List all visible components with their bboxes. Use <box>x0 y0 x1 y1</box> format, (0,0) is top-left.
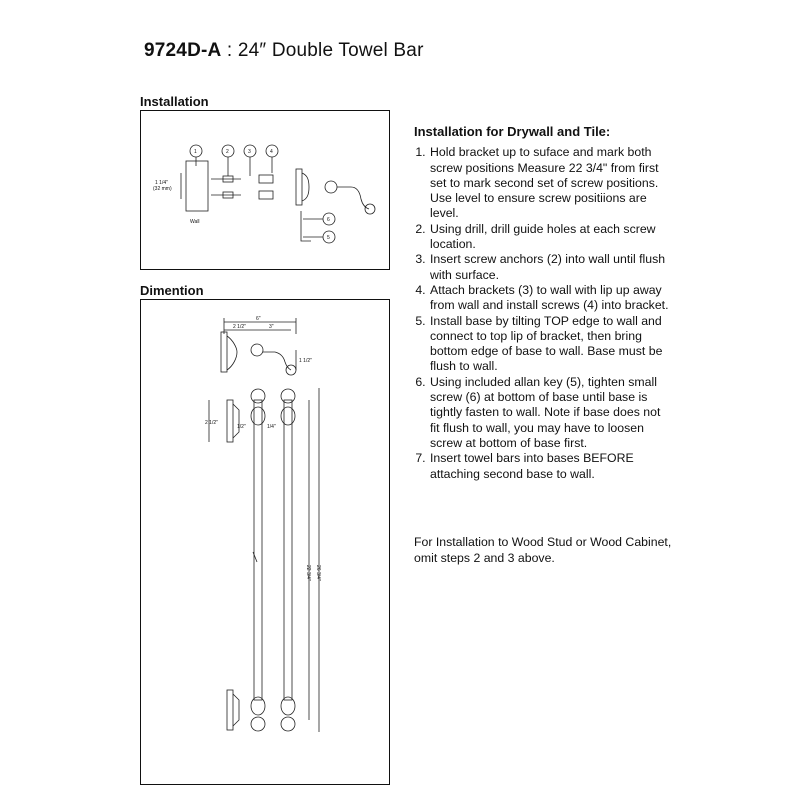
dim-length-inner: 22 3/4" <box>305 565 311 581</box>
dim-label-2: (32 mm) <box>153 186 172 192</box>
instruction-step: 7. Insert towel bars into bases BEFORE attaching second base to wall. <box>429 451 669 482</box>
title-separator: : <box>226 40 233 61</box>
instruction-step: 1. Hold bracket up to suface and mark both screw positions Measure 22 3/4" from first set to mark second set of screw positions. Use level to ensure screw positiions are level. <box>429 145 669 221</box>
dim-quarter: 1/4" <box>267 424 276 430</box>
installation-diagram-box <box>140 110 390 270</box>
callout-5: 5 <box>327 235 330 241</box>
instruction-step: 3. Insert screw anchors (2) into wall until flush with surface. <box>429 252 669 283</box>
product-name: 24″ Double Towel Bar <box>237 40 424 61</box>
callout-1: 1 <box>194 149 197 155</box>
wood-stud-note: For Installation to Wood Stud or Wood Cabinet, omit steps 2 and 3 above. <box>414 535 672 565</box>
callout-2: 2 <box>226 149 229 155</box>
instruction-step: 4. Attach brackets (3) to wall with lip up away from wall and install screws (4) into bracket. <box>429 283 669 314</box>
wall-label: Wall <box>190 219 200 225</box>
instruction-step: 6. Using included allan key (5), tighten small screw (6) at bottom of base until base is tightly fasten to wall. Note if base does not fit flush to wall, you may have to loosen screw at bottom of base first. <box>429 375 669 451</box>
callout-6: 6 <box>327 217 330 223</box>
dim-label-1: 1 1/4" <box>155 180 168 186</box>
instruction-step: 5. Install base by tilting TOP edge to wall and connect to top lip of bracket, then bring bottom edge of base to wall. Base must be flush to wall. <box>429 314 669 375</box>
instructions-heading: Installation for Drywall and Tile: <box>414 124 611 139</box>
dim-side-2-1-2: 2 1/2" <box>205 420 218 426</box>
callout-3: 3 <box>248 149 251 155</box>
dim-half: 1/2" <box>237 424 246 430</box>
dimension-label: Dimention <box>140 283 204 298</box>
instructions-panel <box>414 124 669 482</box>
callout-4: 4 <box>270 149 273 155</box>
page-title <box>144 40 424 62</box>
dim-top-width: 6" <box>256 316 261 322</box>
installation-label: Installation <box>140 94 209 109</box>
instructions-list <box>414 145 669 482</box>
dim-top-1-1-2: 1 1/2" <box>299 358 312 364</box>
dimension-diagram-box <box>140 299 390 785</box>
dim-length-outer: 26 3/4" <box>315 565 321 581</box>
instruction-step: 2. Using drill, drill guide holes at each screw location. <box>429 222 669 253</box>
installation-diagram <box>141 111 388 268</box>
dim-top-2-1-2: 2 1/2" <box>233 324 246 330</box>
dimension-diagram <box>141 300 388 783</box>
dim-top-3: 3" <box>269 324 274 330</box>
model-number: 9724D-A <box>144 40 222 61</box>
